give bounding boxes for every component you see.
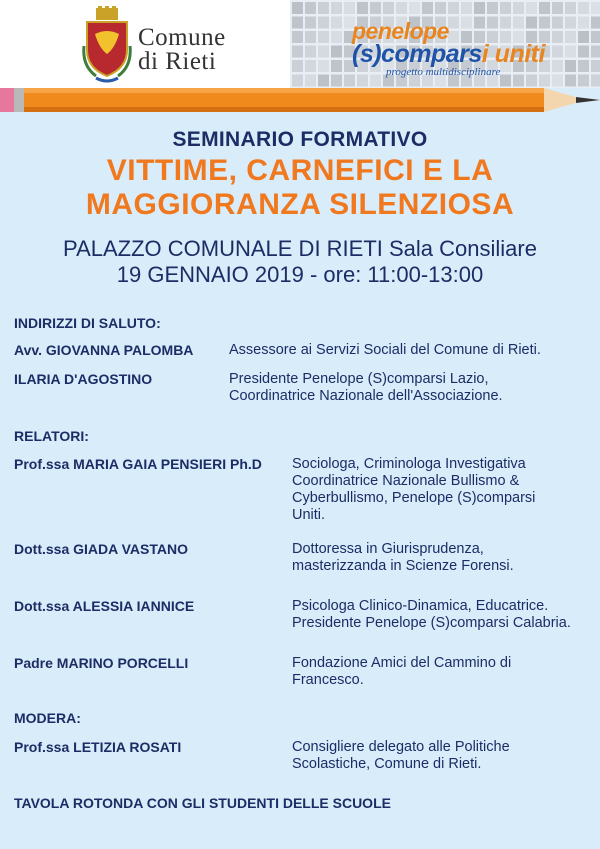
role-line: Presidente Penelope (S)comparsi Calabria. [292, 615, 571, 631]
role-line: Uniti. [292, 507, 326, 523]
speaker-name: Avv. GIOVANNA PALOMBA [14, 342, 194, 358]
role-line: Cyberbullismo, Penelope (S)comparsi [292, 490, 536, 506]
speaker-role [292, 739, 510, 773]
speaker-role [292, 456, 535, 524]
role-line: Coordinatrice Nazionale dell'Associazione. [229, 388, 503, 404]
role-line: Francesco. [292, 672, 364, 688]
speaker-name: Prof.ssa LETIZIA ROSATI [14, 739, 182, 755]
role-line: Presidente Penelope (S)comparsi Lazio, [229, 371, 489, 387]
role-line: Sociologa, Criminologa Investigativa [292, 456, 526, 472]
uniti-part: uniti [488, 40, 545, 68]
comune-di-rieti-logo [138, 26, 226, 74]
role-line: Assessore ai Servizi Sociali del Comune di Rieti. [229, 342, 541, 358]
speaker-role [229, 371, 503, 405]
closing-note: TAVOLA ROTONDA CON GLI STUDENTI DELLE SCUOLE [14, 795, 391, 811]
comune-line1: Comune [138, 24, 226, 51]
penelope-logo [290, 0, 600, 88]
city-crest-icon [82, 6, 132, 84]
saluti-heading: INDIRIZZI DI SALUTO: [14, 315, 161, 331]
role-line: Psicologa Clinico-Dinamica, Educatrice. [292, 598, 549, 614]
seminar-title [0, 154, 600, 222]
venue-info [0, 236, 600, 288]
venue-datetime: 19 GENNAIO 2019 - ore: 11:00-13:00 [116, 262, 484, 287]
relatori-heading: RELATORI: [14, 428, 89, 444]
speaker-name: Dott.ssa ALESSIA IANNICE [14, 598, 195, 614]
seminar-title-line2: MAGGIORANZA SILENZIOSA [85, 188, 515, 221]
modera-heading: MODERA: [14, 710, 81, 726]
scomparsi-i: i [481, 40, 489, 68]
speaker-name: Prof.ssa MARIA GAIA PENSIERI Ph.D [14, 456, 262, 472]
penelope-tagline: progetto multidisciplinare [386, 66, 501, 78]
speaker-name: Padre MARINO PORCELLI [14, 655, 189, 671]
role-line: Consigliere delegato alle Politiche [292, 739, 510, 755]
pencil-divider-icon [0, 82, 600, 118]
speaker-role [292, 541, 514, 575]
speaker-role [292, 598, 571, 632]
seminar-kicker: SEMINARIO FORMATIVO [172, 128, 428, 151]
speaker-role [292, 655, 511, 689]
scomparsi-part: (s)compars [352, 40, 482, 68]
comune-line2: di Rieti [138, 48, 217, 75]
penelope-wordmark: penelope [352, 18, 449, 44]
role-line: masterizzanda in Scienze Forensi. [292, 558, 514, 574]
speaker-role [229, 342, 541, 359]
role-line: Dottoressa in Giurisprudenza, [292, 541, 484, 557]
speaker-name: ILARIA D'AGOSTINO [14, 371, 153, 387]
speaker-name: Dott.ssa GIADA VASTANO [14, 541, 188, 557]
role-line: Scolastiche, Comune di Rieti. [292, 756, 482, 772]
role-line: Coordinatrice Nazionale Bullismo & [292, 473, 520, 489]
venue-location: PALAZZO COMUNALE DI RIETI Sala Consiliare [63, 236, 537, 261]
seminar-title-line1: VITTIME, CARNEFICI E LA [106, 154, 494, 187]
role-line: Fondazione Amici del Cammino di [292, 655, 512, 671]
scomparsi-uniti-wordmark [352, 40, 545, 69]
header-band [0, 0, 600, 88]
